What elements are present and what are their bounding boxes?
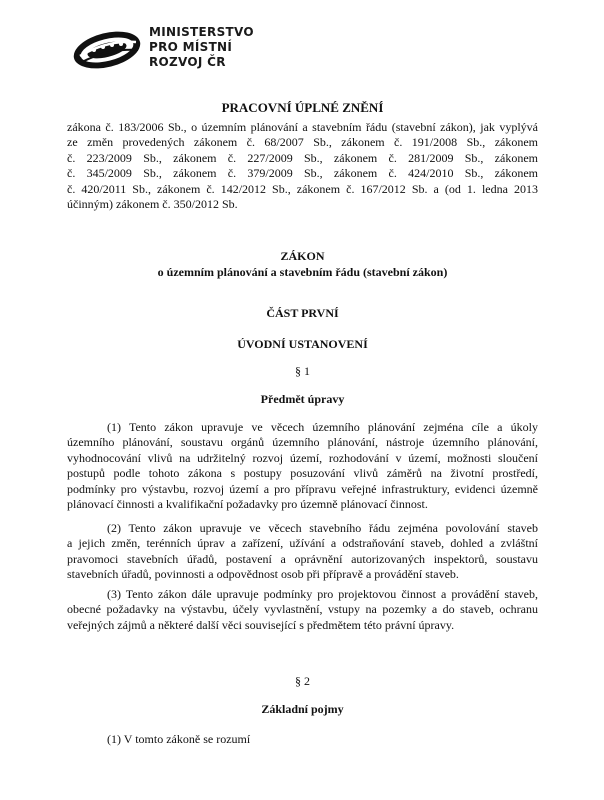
intro-line: zákona č. 183/2006 Sb., o územním plánování a stavebním řádu (stavební zákon), jak vyplývá (67, 120, 538, 134)
law-heading: ZÁKON (280, 249, 325, 263)
text-line: stavebních úřadů, povinnosti a odpovědnost osob při přípravě a provádění staveb. (67, 567, 459, 582)
text-line: a jejich změn, terénních úprav a zařízení, užívání a odstraňování staveb, dohled a zvláštní (67, 536, 538, 551)
ministry-name-line: PRO MÍSTNÍ (149, 40, 233, 54)
text-line: postupů podle tohoto zákona s postupy posuzování vlivů záměrů na životní prostředí, (67, 466, 538, 481)
paragraph-mark-1: § 1 (295, 364, 310, 378)
text-line: (2) Tento zákon upravuje ve věcech stavebního řádu zejména povolování staveb (107, 521, 538, 535)
text-line: územního plánování, soustavu orgánů územního plánování, nástroje územního plánování, (67, 435, 538, 450)
ministry-name-line: ROZVOJ ČR (149, 55, 226, 69)
text-line: plánovací činnosti a kvalifikační požadavky pro územně plánovací činnost. (67, 497, 428, 512)
ministry-emblem-icon (70, 26, 144, 72)
text-line: vyhodnocování vlivů na udržitelný rozvoj území, rozhodování v území, možnosti sloučení (67, 450, 538, 465)
text-line: obecné požadavky na výstavbu, účely vyvlastnění, vstupy na pozemky a do staveb, ochranu (67, 602, 538, 617)
part-heading: ČÁST PRVNÍ (266, 306, 339, 320)
section-heading: ÚVODNÍ USTANOVENÍ (237, 337, 368, 351)
intro-line: účinným) zákonem č. 350/2012 Sb. (67, 197, 238, 212)
text-line: (1) Tento zákon upravuje ve věcech územního plánování zejména cíle a úkoly (107, 420, 538, 434)
paragraph-2-item-1 (67, 732, 538, 747)
paragraph-title-2: Základní pojmy (261, 702, 344, 716)
document-title: PRACOVNÍ ÚPLNÉ ZNĚNÍ (221, 100, 384, 115)
intro-line: č. 223/2009 Sb., zákonem č. 227/2009 Sb., zákonem č. 281/2009 Sb., zákonem (67, 150, 538, 165)
paragraph-title-1: Předmět úpravy (260, 392, 345, 406)
paragraph-1-item-3 (67, 587, 538, 633)
intro-line: č. 345/2009 Sb., zákonem č. 379/2009 Sb., zákonem č. 424/2010 Sb., zákonem (67, 166, 538, 181)
text-line: (3) Tento zákon dále upravuje podmínky pro projektovou činnost a provádění staveb, (107, 587, 538, 601)
text-line: podmínky pro výstavbu, rozvoj území a pro přípravu veřejné infrastruktury, evidenci územně (67, 481, 538, 496)
intro-line: č. 420/2011 Sb., zákonem č. 142/2012 Sb., zákonem č. 167/2012 Sb. a (od 1. ledna 2013 (67, 181, 538, 196)
intro-line: ze změn provedených zákonem č. 68/2007 Sb., zákonem č. 191/2008 Sb., zákonem (67, 135, 538, 150)
ministry-name (149, 25, 254, 70)
text-line: (1) V tomto zákoně se rozumí (107, 732, 251, 746)
ministry-logo (70, 22, 254, 82)
paragraph-1-item-2 (67, 521, 538, 583)
law-subtitle: o územním plánování a stavebním řádu (stavební zákon) (157, 265, 448, 279)
ministry-name-line: MINISTERSTVO (149, 25, 254, 39)
paragraph-1-item-1 (67, 420, 538, 512)
intro-text (67, 120, 538, 212)
paragraph-mark-2: § 2 (295, 674, 310, 688)
text-line: pravomoci stavebních úřadů, postavení a oprávnění autorizovaných inspektorů, soustavu (67, 551, 538, 566)
text-line: veřejných zájmů a některé další věci související s předmětem této právní úpravy. (67, 617, 455, 632)
